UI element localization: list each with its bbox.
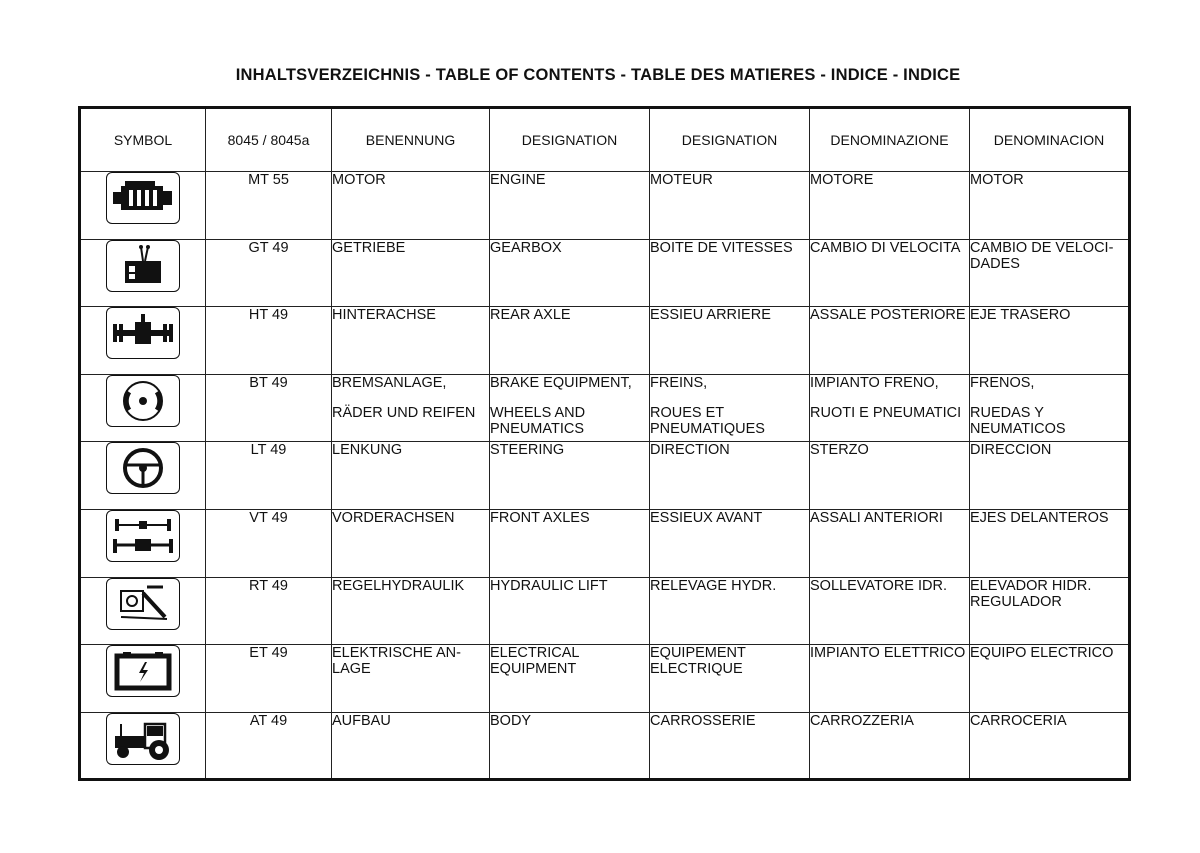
table-row	[80, 712, 1130, 780]
cell-en-line2: WHEELS AND PNEUMATICS	[490, 404, 586, 437]
cell-es	[970, 374, 1130, 442]
cell-de: REGELHYDRAULIK	[332, 577, 490, 645]
steering-wheel-icon	[106, 442, 180, 494]
engine-icon	[106, 172, 180, 224]
cell-it: ASSALE POSTERIORE	[810, 307, 970, 375]
cell-en	[490, 374, 650, 442]
cell-de: HINTERACHSE	[332, 307, 490, 375]
row-code: HT 49	[206, 307, 332, 375]
tractor-icon	[106, 713, 180, 765]
table-row	[80, 374, 1130, 442]
cell-it: CAMBIO DI VELOCITA	[810, 239, 970, 307]
cell-es: EJE TRASERO	[970, 307, 1130, 375]
gearbox-icon	[106, 240, 180, 292]
cell-es-line2: RUEDAS Y NEUMATICOS	[970, 404, 1066, 437]
row-code: VT 49	[206, 509, 332, 577]
header-row	[80, 108, 1130, 172]
cell-en: ELECTRICAL EQUIPMENT	[490, 645, 650, 713]
row-code: AT 49	[206, 712, 332, 780]
cell-fr: EQUIPEMENT ELECTRIQUE	[650, 645, 810, 713]
contents-table	[78, 106, 1131, 781]
cell-de: GETRIEBE	[332, 239, 490, 307]
cell-de: ELEKTRISCHE AN-LAGE	[332, 645, 490, 713]
cell-fr: DIRECTION	[650, 442, 810, 510]
table-row	[80, 509, 1130, 577]
row-code: ET 49	[206, 645, 332, 713]
row-code: LT 49	[206, 442, 332, 510]
brake-icon	[106, 375, 180, 427]
battery-icon	[106, 645, 180, 697]
cell-de: LENKUNG	[332, 442, 490, 510]
cell-de: MOTOR	[332, 172, 490, 240]
cell-it	[810, 374, 970, 442]
table-row	[80, 307, 1130, 375]
cell-de: VORDERACHSEN	[332, 509, 490, 577]
cell-fr	[650, 374, 810, 442]
cell-en: FRONT AXLES	[490, 509, 650, 577]
cell-de-line1: BREMSANLAGE,	[332, 374, 447, 391]
header-symbol: SYMBOL	[80, 108, 206, 172]
front-axle-icon	[106, 510, 180, 562]
cell-it: SOLLEVATORE IDR.	[810, 577, 970, 645]
cell-it: MOTORE	[810, 172, 970, 240]
cell-it: CARROZZERIA	[810, 712, 970, 780]
cell-es: DIRECCION	[970, 442, 1130, 510]
row-code: BT 49	[206, 374, 332, 442]
header-model: 8045 / 8045a	[206, 108, 332, 172]
cell-es: MOTOR	[970, 172, 1130, 240]
cell-fr: MOTEUR	[650, 172, 810, 240]
cell-fr: ESSIEU ARRIERE	[650, 307, 810, 375]
table-row	[80, 172, 1130, 240]
cell-es: CARROCERIA	[970, 712, 1130, 780]
table-row	[80, 442, 1130, 510]
cell-en: GEARBOX	[490, 239, 650, 307]
cell-it-line2: RUOTI E PNEUMATICI	[810, 404, 962, 421]
hydraulic-lift-icon	[106, 578, 180, 630]
cell-en: ENGINE	[490, 172, 650, 240]
cell-es: EJES DELANTEROS	[970, 509, 1130, 577]
cell-es: EQUIPO ELECTRICO	[970, 645, 1130, 713]
row-code: GT 49	[206, 239, 332, 307]
cell-fr-line2: ROUES ET PNEUMATIQUES	[650, 404, 765, 437]
cell-es: CAMBIO DE VELOCI-DADES	[970, 239, 1130, 307]
header-denominacion: DENOMINACION	[970, 108, 1130, 172]
cell-it: IMPIANTO ELETTRICO	[810, 645, 970, 713]
page-title: INHALTSVERZEICHNIS - TABLE OF CONTENTS - TABLE DES MATIERES - INDICE - INDICE	[235, 66, 961, 84]
table-row	[80, 577, 1130, 645]
cell-it: ASSALI ANTERIORI	[810, 509, 970, 577]
header-designation-fr: DESIGNATION	[650, 108, 810, 172]
cell-fr: ESSIEUX AVANT	[650, 509, 810, 577]
table-row	[80, 239, 1130, 307]
cell-en: STEERING	[490, 442, 650, 510]
cell-de-line2: RÄDER UND REIFEN	[332, 404, 476, 421]
row-code: MT 55	[206, 172, 332, 240]
header-benennung: BENENNUNG	[332, 108, 490, 172]
cell-fr: BOITE DE VITESSES	[650, 239, 810, 307]
table-row	[80, 645, 1130, 713]
cell-it-line1: IMPIANTO FRENO,	[810, 374, 939, 391]
rear-axle-icon	[106, 307, 180, 359]
cell-it: STERZO	[810, 442, 970, 510]
cell-en: BODY	[490, 712, 650, 780]
cell-en: REAR AXLE	[490, 307, 650, 375]
cell-de: AUFBAU	[332, 712, 490, 780]
cell-en-line1: BRAKE EQUIPMENT,	[490, 374, 632, 391]
header-denominazione: DENOMINAZIONE	[810, 108, 970, 172]
cell-de	[332, 374, 490, 442]
cell-es: ELEVADOR HIDR. REGULADOR	[970, 577, 1130, 645]
row-code: RT 49	[206, 577, 332, 645]
cell-en: HYDRAULIC LIFT	[490, 577, 650, 645]
cell-fr: RELEVAGE HYDR.	[650, 577, 810, 645]
cell-fr: CARROSSERIE	[650, 712, 810, 780]
cell-es-line1: FRENOS,	[970, 374, 1035, 391]
cell-fr-line1: FREINS,	[650, 374, 708, 391]
header-designation-en: DESIGNATION	[490, 108, 650, 172]
